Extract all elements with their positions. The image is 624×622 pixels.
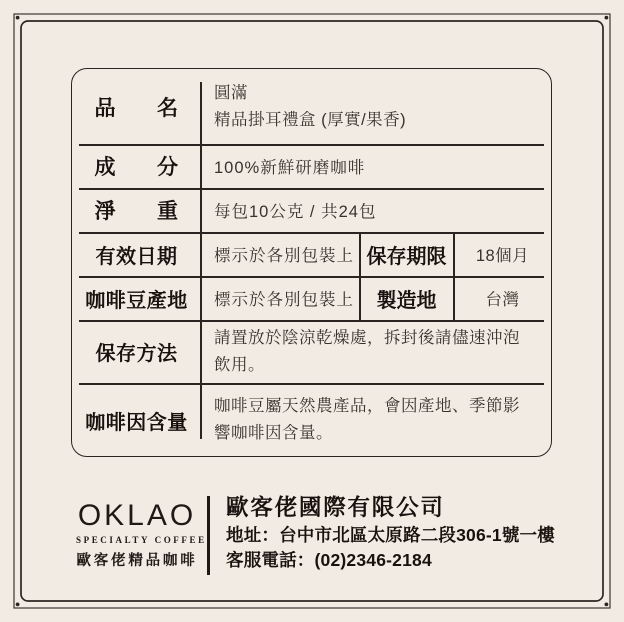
frame-corner-dot bbox=[16, 16, 20, 20]
brand-subtitle: SPECIALTY COFFEE bbox=[76, 535, 207, 545]
made-in-value: 台灣 bbox=[485, 291, 520, 309]
storage-line1: 請置放於陰涼乾燥處，拆封後請儘速沖泡 bbox=[214, 328, 520, 347]
frame-corner-dot bbox=[16, 603, 20, 607]
expiry-date-value: 標示於各別包裝上 bbox=[214, 247, 354, 265]
storage-line2: 飲用。 bbox=[214, 355, 265, 374]
product-spec-table bbox=[71, 68, 552, 457]
label-char: 分 bbox=[157, 156, 179, 179]
shelf-life-value: 18個月 bbox=[475, 247, 530, 265]
expiry-date-label: 有效日期 bbox=[95, 245, 178, 268]
ingredients-value: 100%新鮮研磨咖啡 bbox=[214, 159, 366, 177]
ingredients-label-text bbox=[95, 151, 179, 181]
brand-logo bbox=[76, 499, 207, 570]
label-char: 淨 bbox=[94, 200, 116, 223]
bean-origin-label: 咖啡豆產地 bbox=[85, 289, 188, 312]
company-address: 地址：台中市北區太原路二段306-1號一樓 bbox=[226, 525, 555, 545]
frame-corner-dot bbox=[605, 16, 609, 20]
caffeine-value bbox=[214, 383, 520, 457]
label-char: 名 bbox=[157, 96, 179, 120]
net-weight-label bbox=[72, 188, 201, 232]
storage-value bbox=[214, 320, 520, 383]
frame-corner-dot bbox=[605, 603, 609, 607]
label-char: 成 bbox=[94, 156, 116, 179]
company-phone: 客服電話：(02)2346-2184 bbox=[226, 550, 432, 570]
label-char: 品 bbox=[94, 96, 116, 120]
product-name-label-text bbox=[95, 92, 179, 122]
net-weight-value: 每包10公克 / 共24包 bbox=[214, 203, 377, 221]
caffeine-label: 咖啡因含量 bbox=[85, 411, 188, 434]
label-char: 重 bbox=[157, 200, 179, 223]
product-name-line2: 精品掛耳禮盒 (厚實/果香) bbox=[214, 110, 407, 129]
product-name-label bbox=[72, 69, 201, 144]
caffeine-line1: 咖啡豆屬天然農產品，會因產地、季節影 bbox=[214, 397, 520, 415]
product-name-line1: 圓滿 bbox=[214, 83, 248, 102]
product-name-value bbox=[214, 69, 406, 144]
bean-origin-value: 標示於各別包裝上 bbox=[214, 291, 354, 309]
ingredients-label bbox=[72, 144, 201, 188]
shelf-life-label: 保存期限 bbox=[366, 245, 447, 268]
company-info bbox=[226, 493, 555, 573]
caffeine-line2: 響咖啡因含量。 bbox=[214, 424, 333, 442]
brand-wordmark: OKLAO bbox=[77, 499, 197, 532]
storage-label: 保存方法 bbox=[95, 343, 178, 365]
footer-divider bbox=[207, 496, 210, 575]
brand-cjk-name: 歐客佬精品咖啡 bbox=[76, 553, 198, 569]
company-name: 歐客佬國際有限公司 bbox=[226, 495, 445, 520]
net-weight-label-text bbox=[95, 195, 179, 225]
made-in-label: 製造地 bbox=[376, 289, 437, 312]
